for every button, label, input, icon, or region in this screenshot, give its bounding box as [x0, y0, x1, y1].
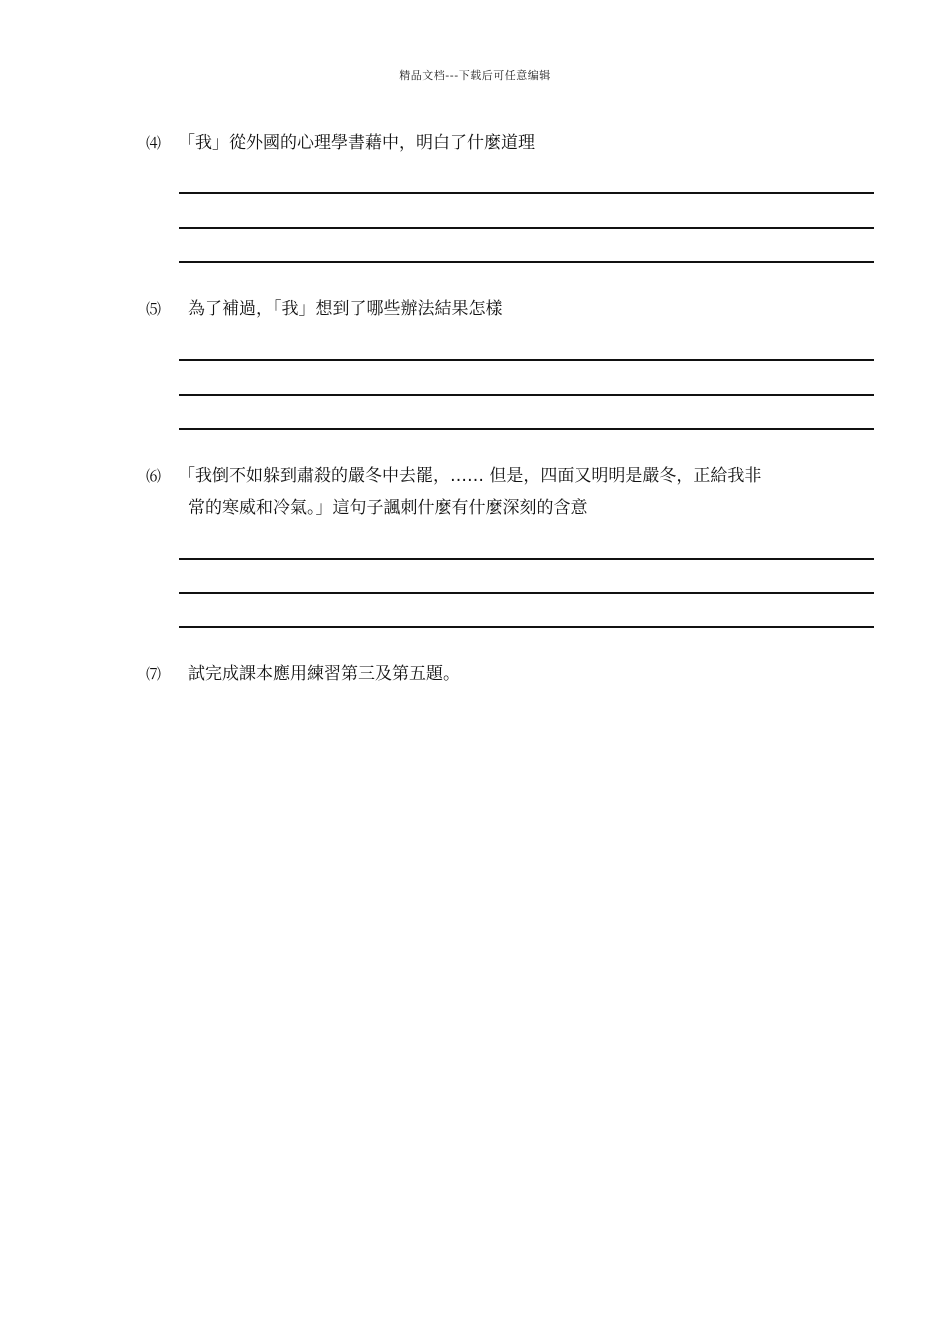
question-text: 「我」從外國的心理學書藉中，明白了什麼道理 [178, 133, 535, 153]
question-4 [146, 127, 535, 159]
question-number: ⑺ [146, 665, 162, 683]
answer-line[interactable] [179, 394, 874, 396]
answer-line[interactable] [179, 626, 874, 628]
page-header: 精品文档---下载后可任意编辑 [399, 69, 551, 82]
answer-line[interactable] [179, 192, 874, 194]
question-text: 試完成課本應用練習第三及第五題。 [188, 664, 460, 684]
question-text: 「我倒不如躲到肅殺的嚴冬中去罷，…… 但是，四面又明明是嚴冬，正給我非 [178, 466, 762, 486]
answer-line[interactable] [179, 558, 874, 560]
question-5 [146, 293, 503, 325]
answer-line[interactable] [179, 261, 874, 263]
question-number: ⑷ [146, 134, 162, 152]
answer-line[interactable] [179, 227, 874, 229]
answer-line[interactable] [179, 592, 874, 594]
question-7 [146, 658, 460, 690]
question-text-continued: 常的寒威和冷氣。」這句子諷刺什麼有什麼深刻的含意 [188, 498, 588, 518]
answer-line[interactable] [179, 359, 874, 361]
question-number: ⑹ [146, 467, 162, 485]
question-6 [146, 460, 761, 524]
answer-line[interactable] [179, 428, 874, 430]
question-number: ⑸ [146, 300, 162, 318]
question-text: 為了補過，「我」想到了哪些辦法結果怎樣 [188, 299, 503, 319]
